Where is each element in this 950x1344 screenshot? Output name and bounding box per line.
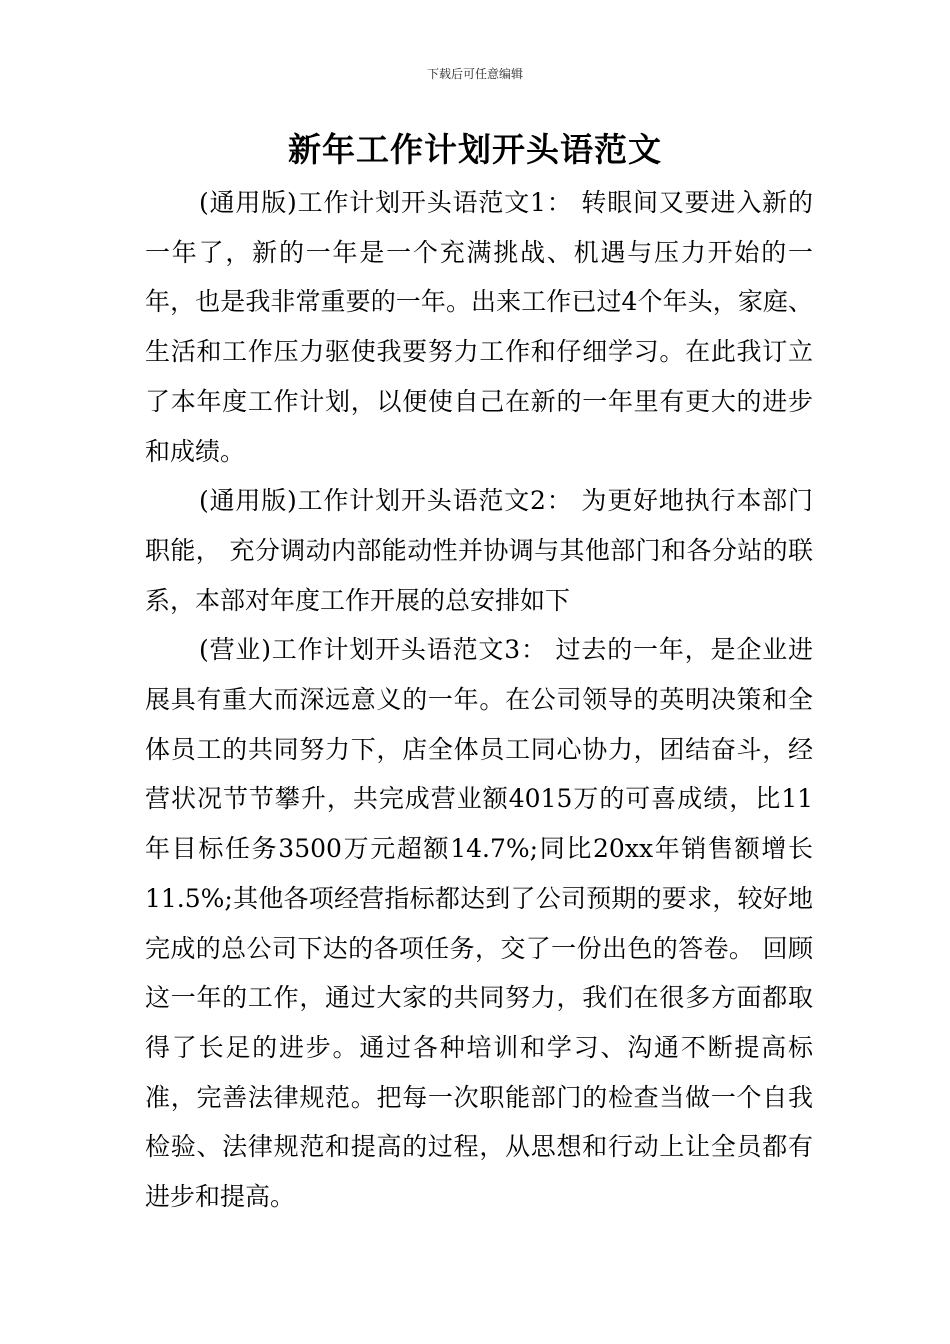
paragraph-1: (通用版)工作计划开头语范文1： 转眼间又要进入新的一年了，新的一年是一个充满挑战、机遇与压力开始的一年，也是我非常重要的一年。出来工作已过4个年头，家庭、生活和工作压力驱使我要努力工作和仔细学习。在此我订立了本年度工作计划，以便使自己在新的一年里有更大的进步和成绩。 xyxy=(145,188,813,466)
document-title: 新年工作计划开头语范文 xyxy=(288,130,662,169)
paragraph-3: (营业)工作计划开头语范文3： 过去的一年，是企业进展具有重大而深远意义的一年。在公司领导的英明决策和全体员工的共同努力下，店全体员工同心协力，团结奋斗，经营状况节节攀升，共完成营业额4015万的可喜成绩，比11年目标任务3500万元超额14.7%;同比20xx年销售额增长11.5%;其他各项经营指标都达到了公司预期的要求，较好地完成的总公司下达的各项任务，交了一份出色的答卷。 回顾这一年的工作，通过大家的共同努力，我们在很多方面都取得了长足的进步。通过各种培训和学习、沟通不断提高标准，完善法律规范。把每一次职能部门的检查当做一个自我检验、法律规范和提高的过程，从思想和行动上让全员都有进步和提高。 xyxy=(145,635,813,1212)
paragraph-2: (通用版)工作计划开头语范文2： 为更好地执行本部门职能， 充分调动内部能动性并协调与其他部门和各分站的联系，本部对年度工作开展的总安排如下 xyxy=(145,486,813,615)
header-note: 下载后可任意编辑 xyxy=(426,67,523,81)
document-body xyxy=(145,178,813,1222)
